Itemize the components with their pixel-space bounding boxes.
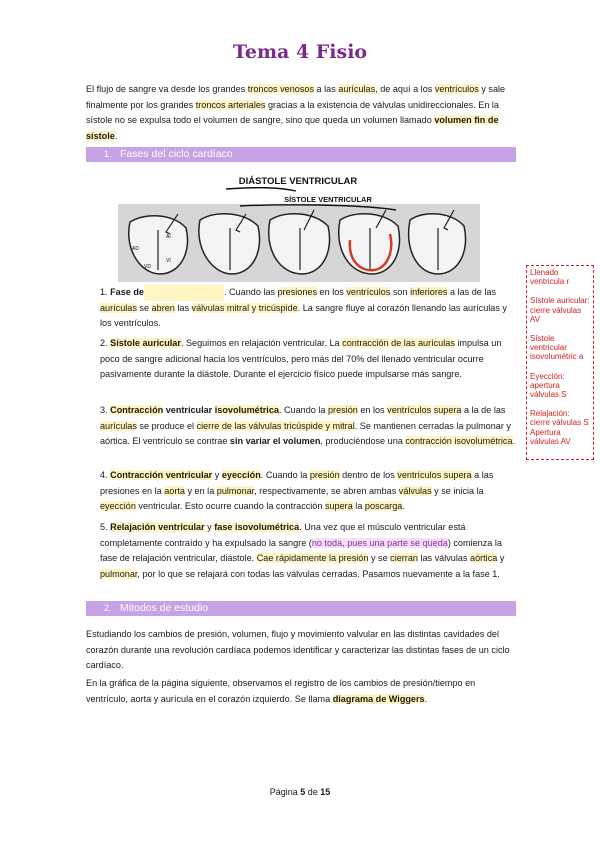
wiggers-paragraph: En la gráfica de la página siguiente, observamos el registro de los cambios de presión/tiempo en ventrículo, aorta y aurícula en el corazón izquierdo. Se llama diagrama de Wiggers. <box>86 678 476 704</box>
intro-paragraph: El flujo de sangre va desde los grandes troncos venosos a las aurículas, de aquí a los ventrículos y sale finalmente por los grandes troncos arteriales gracias a la existencia de válvulas unidireccionales. En la sístole no se expulsa todo el volumen de sangre, sino que queda un volumen llamado volumen fin de sístole. <box>86 84 506 141</box>
section-heading-metodos: 2. Mitodos de estudio <box>86 601 516 616</box>
page-footer: Página 5 de 15 <box>269 787 331 797</box>
label-ai: AI <box>166 234 171 240</box>
comment-2[interactable]: Sístole auricular: cierre válvulas AV <box>530 296 590 324</box>
label-vi: VI <box>166 258 171 264</box>
label-vd: VD <box>144 264 151 270</box>
study-paragraph: Estudiando los cambios de presión, volumen, flujo y movimiento valvular en las distintas cavidades del corazón durante una revolución cardíaca podemos identificar y caracterizar las distintas fases de un ciclo cardíaco. <box>86 629 510 671</box>
diagram-subtitle: SÍSTOLE VENTRICULAR <box>284 195 372 204</box>
comment-1[interactable]: Llenado ventricula r <box>530 268 570 287</box>
phase-5-item: 5. Relajación ventricular y fase isovolumétrica. Una vez que el músculo ventricular está completamente contraído y ha expulsado la sangre (no toda, pues una parte se queda) comienza la fase de relajación ventricular, diástole. Cae rápidamente la presión y se cierran las válvulas aórtica y pulmonar, por lo que se relajará con todas las válvulas cerradas. Pasamos nuevamente a la fase 1. <box>100 522 505 579</box>
phase-1-item: 1. Fase de . Cuando las presiones en los ventrículos son inferiores a las de las aurículas se abren las válvulas mitral y tricúspide. La sangre fluye al corazón llenando las aurículas y los ventrículos. <box>100 287 507 329</box>
comment-3[interactable]: Sístole ventricular isovolumétric a <box>530 334 584 362</box>
phase-4-item: 4. Contracción ventricular y eyección. Cuando la presión dentro de los ventrículos supera a las presiones en la aorta y en la pulmonar, respectivamente, se abren ambas válvulas y se inicia la eyección ventricular. Esto ocurre cuando la contracción supera la poscarga. <box>100 470 494 512</box>
diagram-title: DIÁSTOLE VENTRICULAR <box>238 176 358 187</box>
comment-5[interactable]: Relajación: cierre válvulas S Apertura válvulas AV <box>530 409 589 446</box>
phase-3-item: 3. Contracción ventricular isovolumétrica. Cuando la presión en los ventrículos supera a la de las aurículas se produce el cierre de las válvulas tricúspide y mitral. Se mantienen cerradas la pulmonar y aórtica. El ventrículo se contrae sin variar el volumen, produciéndose una contracción isovolumétrica. <box>100 405 516 447</box>
comment-4[interactable]: Eyección: apertura válvulas S <box>530 371 567 400</box>
label-ad: AD <box>132 246 139 252</box>
margin-comments <box>526 265 594 460</box>
page-title: Tema 4 Fisio <box>232 41 368 63</box>
phase-2-item: 2. Sístole auricular. Seguimos en relajación ventricular. La contracción de las aurículas impulsa un poco de sangre adicional hacia los ventrículos, pero más del 70% del llenado ventricular ocurre pasivamente durante la diástole. Durante el ejercicio físico puede impulsarse más sangre. <box>100 338 502 380</box>
section-heading-fases: 1. Fases del ciclo cardíaco <box>86 147 516 162</box>
heart-cycle-diagram <box>118 170 480 282</box>
